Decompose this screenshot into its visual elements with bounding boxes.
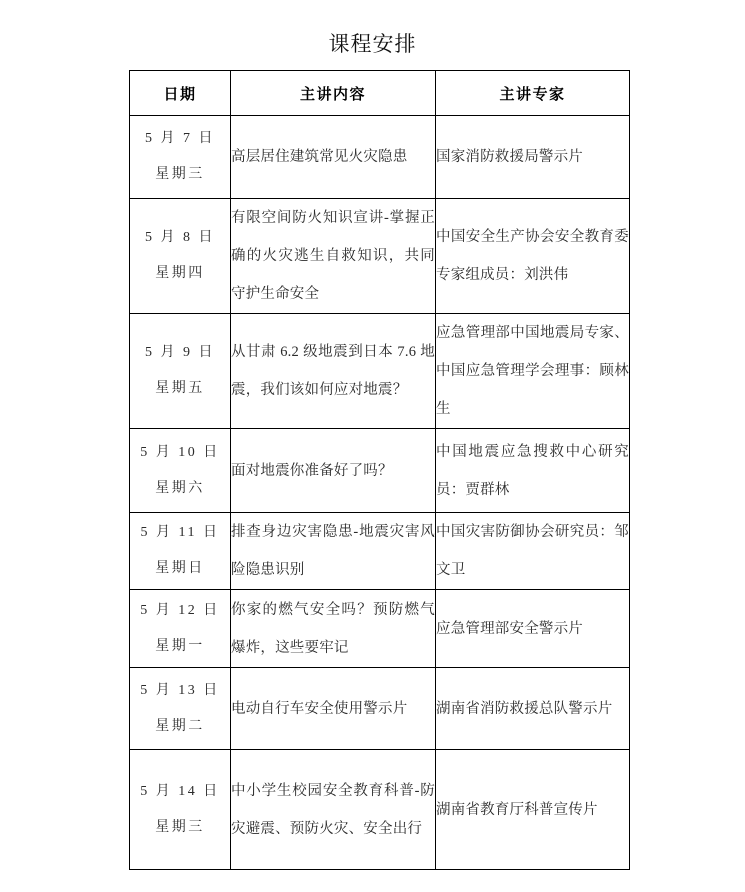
table-header-row bbox=[130, 71, 630, 116]
date-value: 5 月 12 日 bbox=[140, 602, 220, 618]
cell-content: 面对地震你准备好了吗？ bbox=[231, 429, 436, 513]
cell-date bbox=[130, 314, 231, 429]
cell-date bbox=[130, 116, 231, 199]
cell-expert: 中国灾害防御协会研究员：邹文卫 bbox=[436, 513, 630, 590]
column-header-expert: 主讲专家 bbox=[436, 71, 630, 116]
cell-expert: 湖南省消防救援总队警示片 bbox=[436, 668, 630, 750]
date-value: 5 月 9 日 bbox=[145, 345, 215, 360]
column-header-date: 日期 bbox=[130, 71, 231, 116]
weekday-value: 星期四 bbox=[155, 266, 205, 281]
table-row bbox=[130, 513, 630, 590]
cell-date bbox=[130, 750, 231, 870]
date-value: 5 月 13 日 bbox=[140, 682, 220, 698]
cell-date bbox=[130, 199, 231, 314]
cell-content: 中小学生校园安全教育科普-防灾避震、预防火灾、安全出行 bbox=[231, 750, 436, 870]
cell-date bbox=[130, 429, 231, 513]
cell-content: 你家的燃气安全吗？预防燃气爆炸，这些要牢记 bbox=[231, 590, 436, 668]
cell-expert: 中国安全生产协会安全教育委专家组成员：刘洪伟 bbox=[436, 199, 630, 314]
cell-content: 排查身边灾害隐患-地震灾害风险隐患识别 bbox=[231, 513, 436, 590]
cell-expert: 中国地震应急搜救中心研究员：贾群林 bbox=[436, 429, 630, 513]
cell-expert: 国家消防救援局警示片 bbox=[436, 116, 630, 199]
cell-content: 有限空间防火知识宣讲-掌握正确的火灾逃生自救知识，共同守护生命安全 bbox=[231, 199, 436, 314]
column-header-content: 主讲内容 bbox=[231, 71, 436, 116]
date-value: 5 月 14 日 bbox=[140, 783, 220, 799]
weekday-value: 星期三 bbox=[155, 819, 205, 835]
cell-content: 电动自行车安全使用警示片 bbox=[231, 668, 436, 750]
cell-date bbox=[130, 513, 231, 590]
table-row bbox=[130, 668, 630, 750]
date-value: 5 月 8 日 bbox=[145, 230, 215, 245]
cell-date bbox=[130, 590, 231, 668]
table-row bbox=[130, 199, 630, 314]
course-schedule-table bbox=[129, 70, 630, 870]
table-row bbox=[130, 750, 630, 870]
table-row bbox=[130, 314, 630, 429]
page-title: 课程安排 bbox=[328, 33, 417, 56]
weekday-value: 星期五 bbox=[155, 381, 205, 396]
cell-expert: 应急管理部中国地震局专家、中国应急管理学会理事：顾林生 bbox=[436, 314, 630, 429]
cell-date bbox=[130, 668, 231, 750]
date-value: 5 月 10 日 bbox=[140, 444, 220, 460]
weekday-value: 星期二 bbox=[155, 718, 205, 734]
date-value: 5 月 7 日 bbox=[145, 131, 215, 146]
cell-content: 高层居住建筑常见火灾隐患 bbox=[231, 116, 436, 199]
cell-expert: 应急管理部安全警示片 bbox=[436, 590, 630, 668]
weekday-value: 星期六 bbox=[155, 480, 205, 496]
date-value: 5 月 11 日 bbox=[140, 525, 220, 540]
weekday-value: 星期三 bbox=[155, 167, 205, 182]
table-row bbox=[130, 116, 630, 199]
cell-expert: 湖南省教育厅科普宣传片 bbox=[436, 750, 630, 870]
weekday-value: 星期日 bbox=[155, 561, 205, 576]
table-row bbox=[130, 590, 630, 668]
cell-content: 从甘肃 6.2 级地震到日本 7.6 地震，我们该如何应对地震？ bbox=[231, 314, 436, 429]
table-row bbox=[130, 429, 630, 513]
weekday-value: 星期一 bbox=[155, 638, 205, 654]
